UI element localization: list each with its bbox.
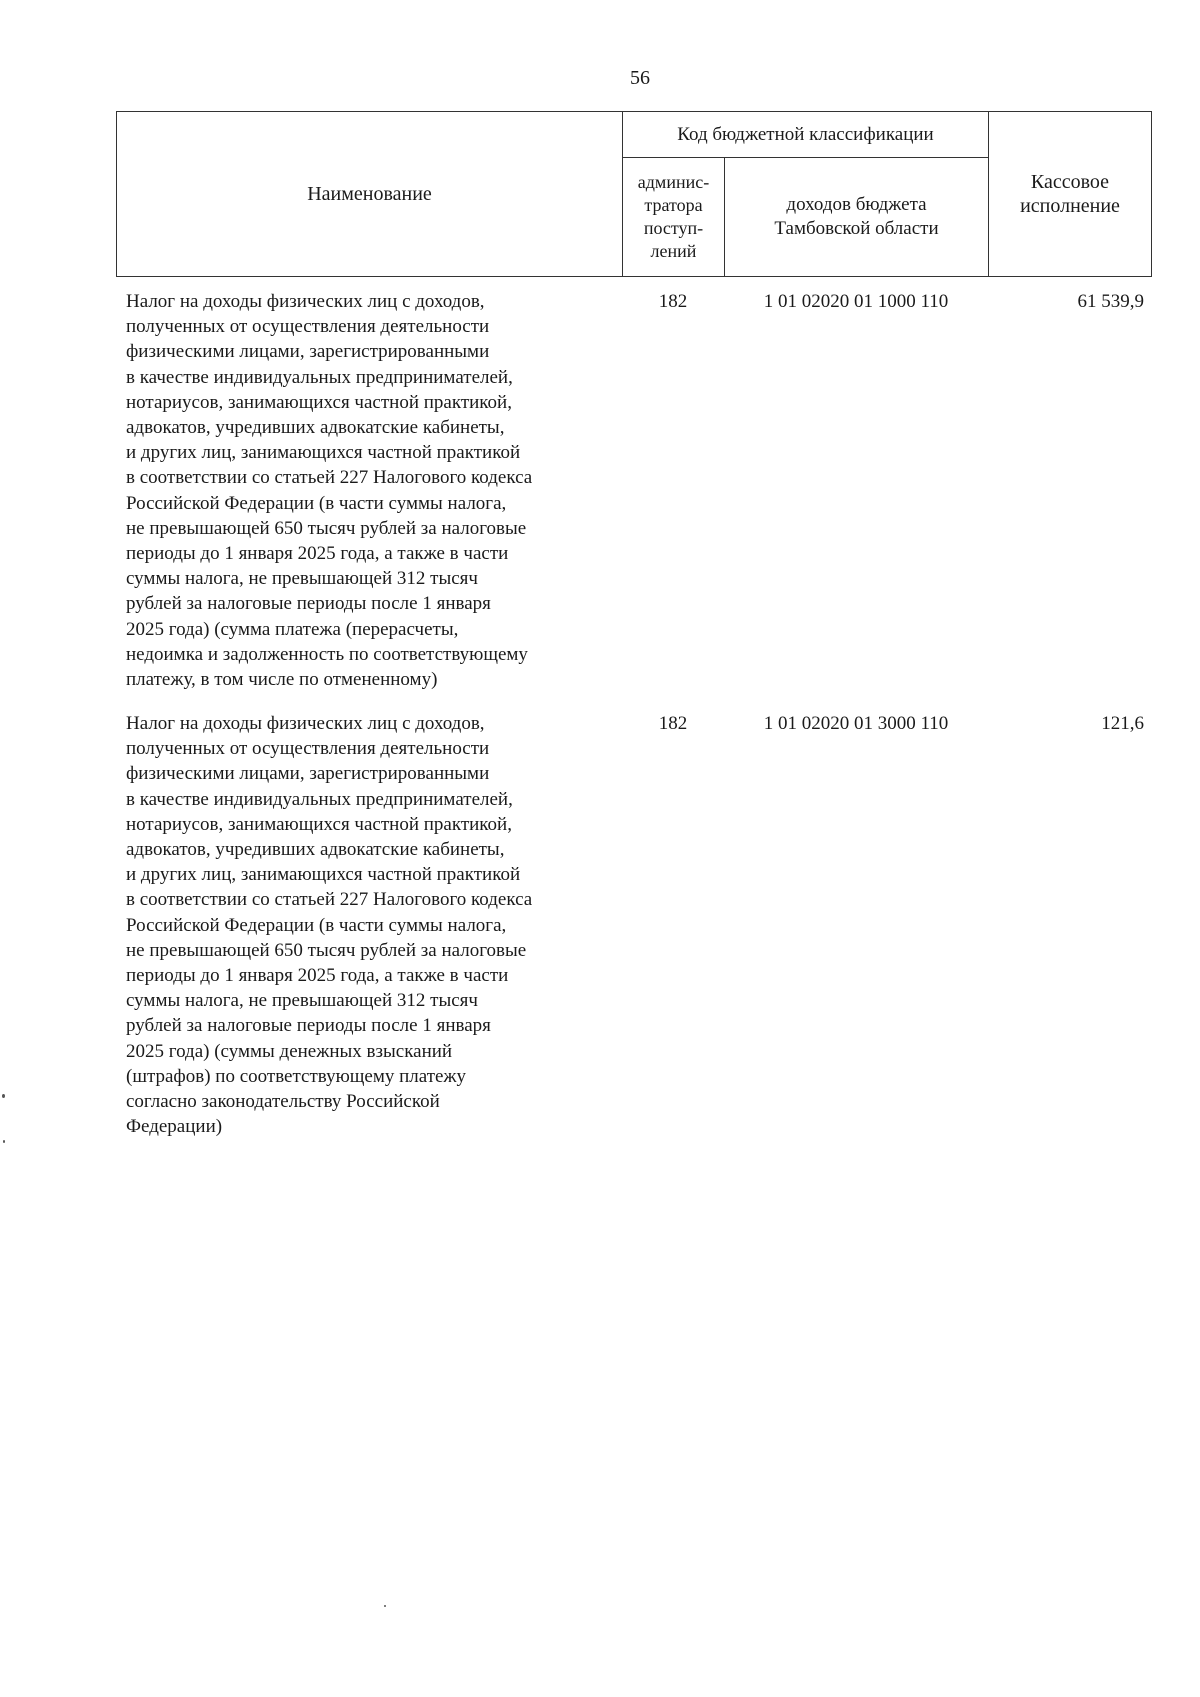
- page-number: 56: [630, 67, 650, 89]
- row-income-code: 1 01 02020 01 1000 110: [763, 291, 949, 312]
- scan-speck: [3, 1140, 5, 1143]
- scan-speck: [384, 1605, 386, 1607]
- table-header: [116, 111, 1152, 277]
- header-execution: Кассовое исполнение: [1020, 171, 1120, 217]
- row-name: Налог на доходы физических лиц с доходов, полученных от осуществления деятельности физическими лицами, зарегистрированными в качестве индивидуальных предпринимателей, нотариусов, занимающихся частной практикой, адвокатов, учредивших адвокатские кабинеты, и других лиц, занимающихся частной практикой в соответствии со статьей 227 Налогового кодекса Российской Федерации (в части суммы налога, не превышающей 650 тысяч рублей за налоговые периоды до 1 января 2025 года, а также в части суммы налога, не превышающей 312 тысяч рублей за налоговые периоды после 1 января 2025 года) (сумма платежа (перерасчеты, недоимка и задолженность по соответствующему платежу, в том числе по отмененному): [126, 291, 533, 691]
- row-admin-code: 182: [658, 713, 688, 734]
- row-name: Налог на доходы физических лиц с доходов, полученных от осуществления деятельности физическими лицами, зарегистрированными в качестве индивидуальных предпринимателей, нотариусов, занимающихся частной практикой, адвокатов, учредивших адвокатские кабинеты, и других лиц, занимающихся частной практикой в соответствии со статьей 227 Налогового кодекса Российской Федерации (в части суммы налога, не превышающей 650 тысяч рублей за налоговые периоды до 1 января 2025 года, а также в части суммы налога, не превышающей 312 тысяч рублей за налоговые периоды после 1 января 2025 года) (суммы денежных взысканий (штрафов) по соответствующему платежу согласно законодательству Российской Федерации): [126, 713, 533, 1138]
- header-income: доходов бюджета Тамбовской области: [725, 158, 989, 276]
- row-amount: 61 539,9: [1077, 291, 1144, 312]
- header-admin: админис- тратора поступ- лений: [623, 158, 725, 276]
- row-admin-code: 182: [658, 291, 688, 312]
- header-name: Наименование: [117, 112, 623, 276]
- row-amount: 121,6: [1101, 713, 1144, 734]
- scan-speck: [2, 1094, 5, 1098]
- header-kbk-group: Код бюджетной классификации: [623, 112, 989, 158]
- row-income-code: 1 01 02020 01 3000 110: [763, 713, 949, 734]
